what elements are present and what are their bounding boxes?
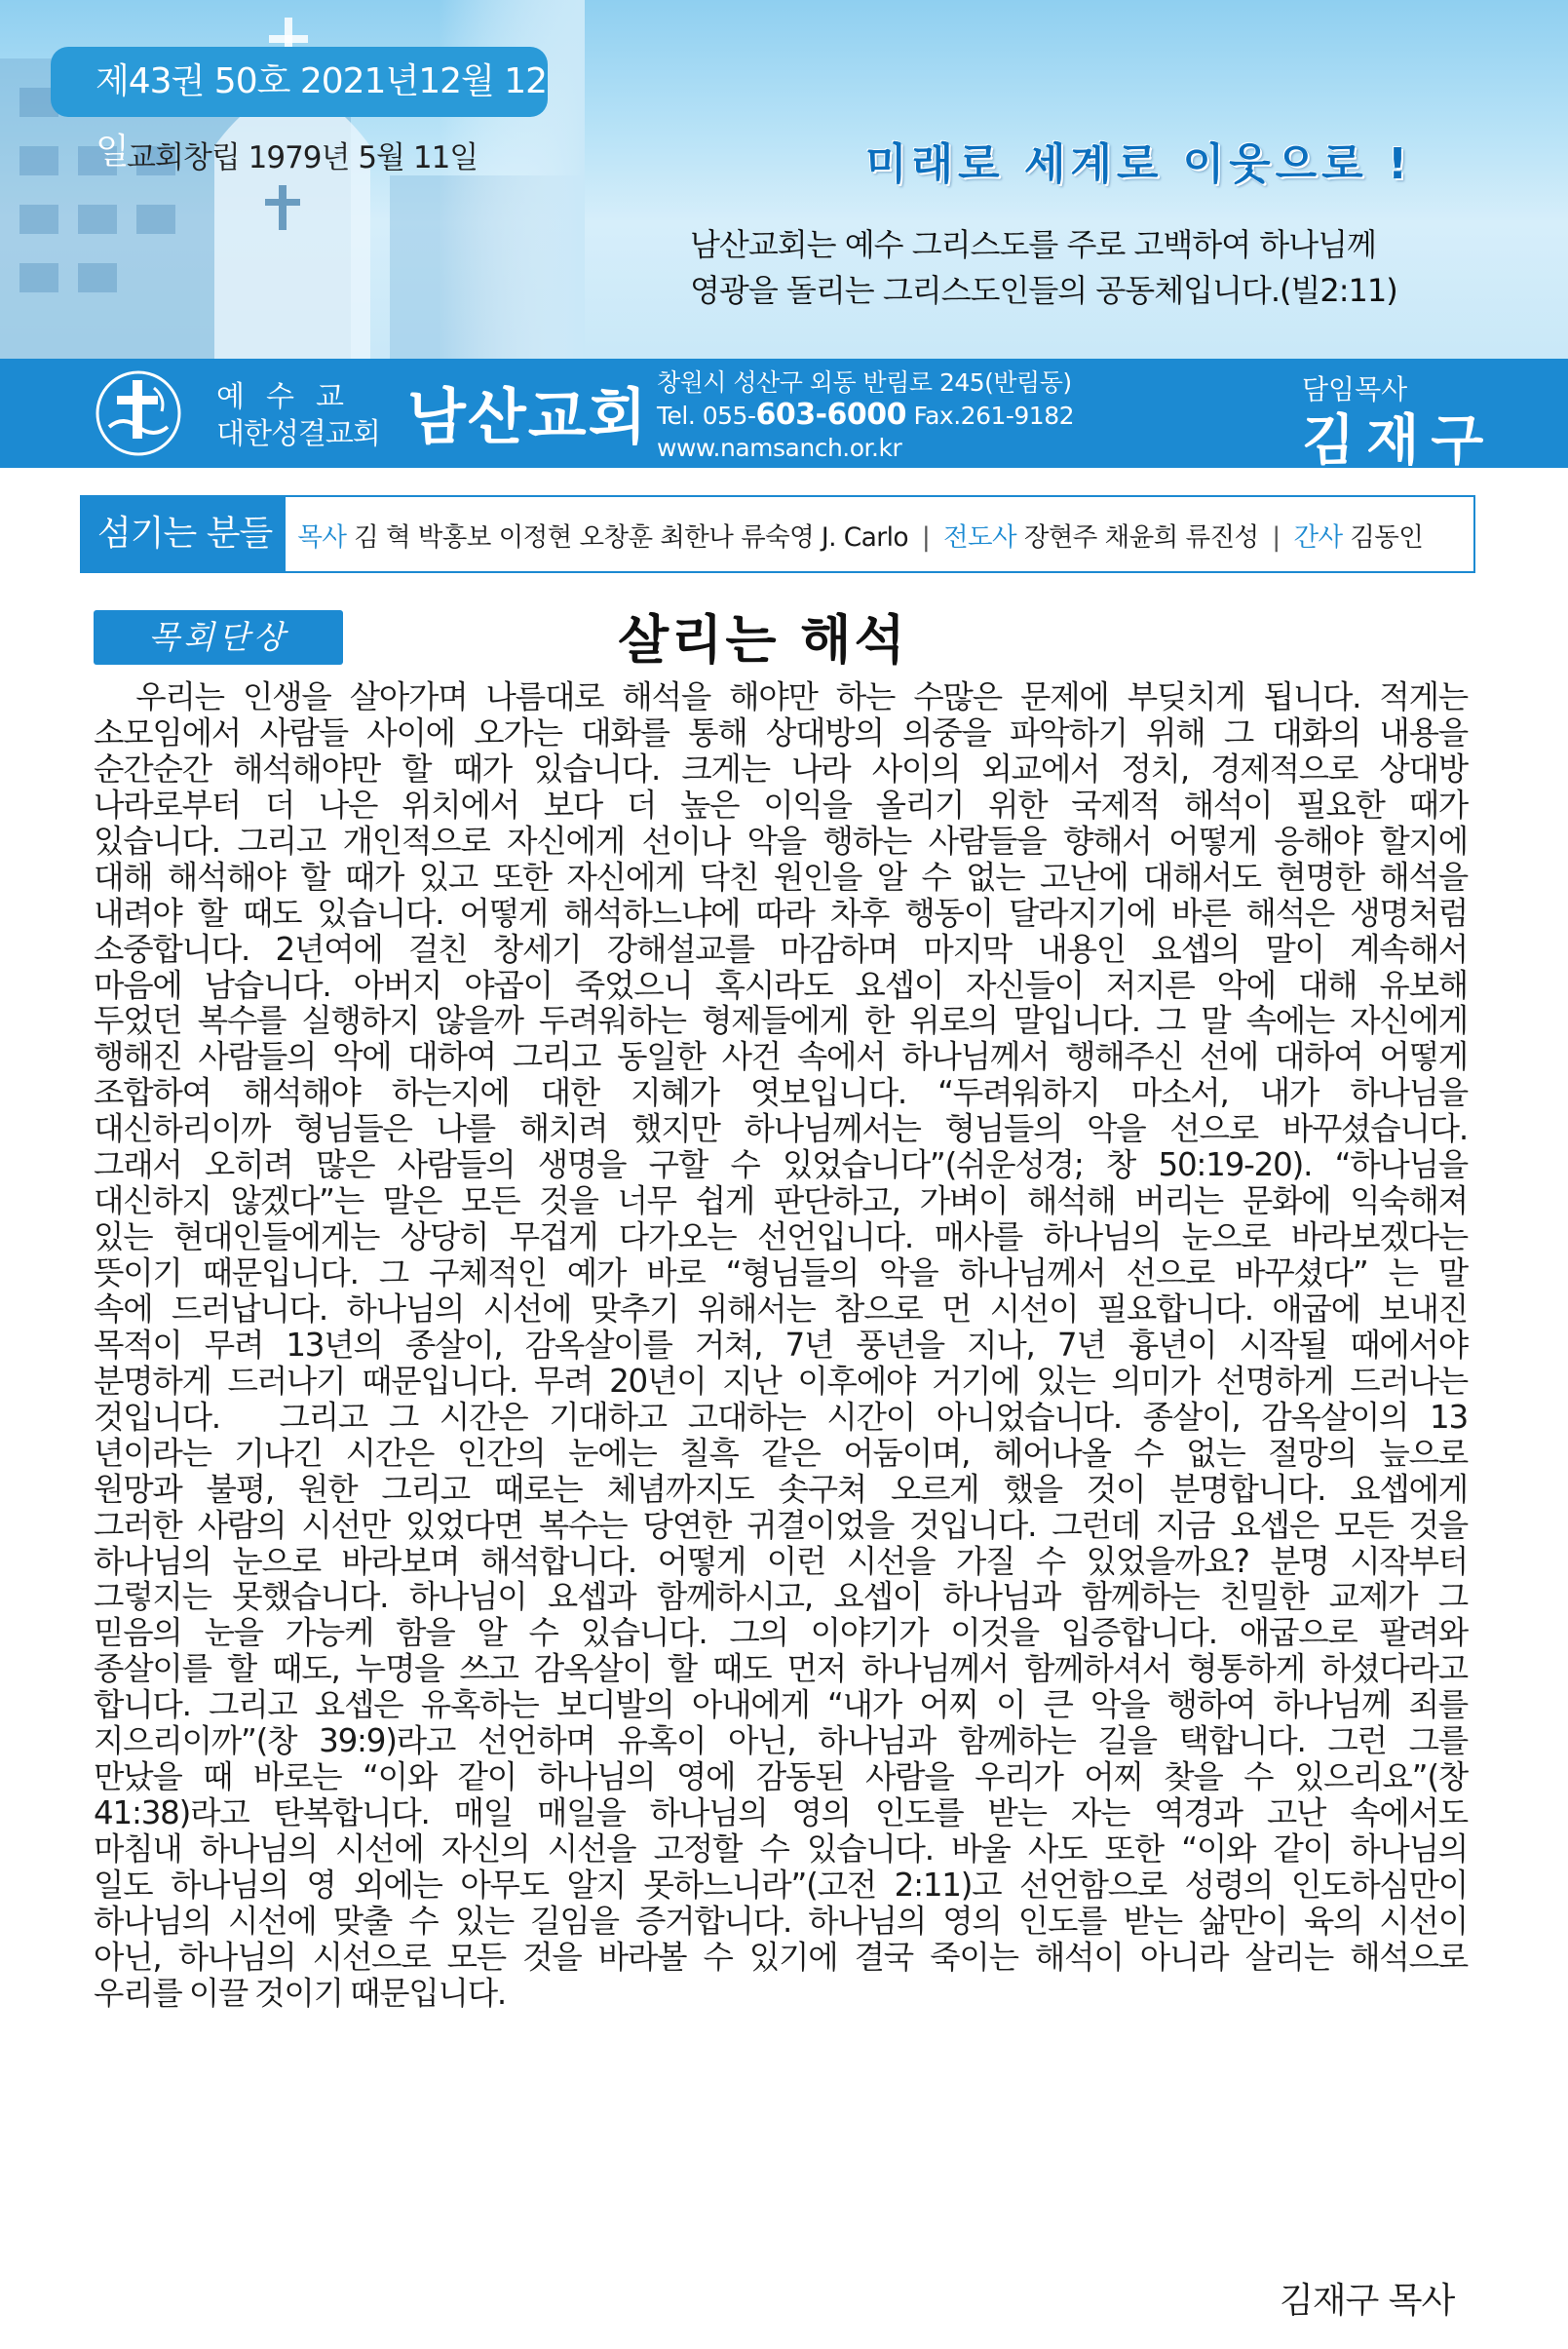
article-line: 대해 해석해야 할 때가 있고 또한 자신에게 닥친 원인을 알 수 없는 고난에 대해서도 현명한 해석을: [94, 858, 1468, 896]
article-line: 아닌, 하나님의 시선으로 모든 것을 바라볼 수 있기에 결국 죽이는 해석이 아니라 살리는 해석으로: [94, 1938, 1468, 1976]
pastors-role: 목사: [297, 521, 347, 553]
article-line: 행해진 사람들의 악에 대하여 그리고 동일한 사건 속에서 하나님께서 행해주신 선에 대하여 어떻게: [94, 1038, 1468, 1076]
tel-prefix: Tel. 055-: [657, 402, 756, 430]
secretary-role: 간사: [1293, 521, 1343, 553]
article-line: 속에 드러납니다. 하나님의 시선에 맞추기 위해서는 참으로 먼 시선이 필요합니다. 애굽에 보내진: [94, 1290, 1468, 1328]
pastor-name: 김재구: [1302, 408, 1496, 473]
article-line: 그렇지는 못했습니다. 하나님이 요셉과 함께하시고, 요셉이 하나님과 함께하는 친밀한 교제가 그: [94, 1578, 1468, 1616]
article-line: 소모임에서 사람들 사이에 오가는 대화를 통해 상대방의 의중을 파악하기 위해 그 대화의 내용을: [94, 713, 1468, 751]
article-line: 대신하지 않겠다”는 말은 모든 것을 너무 쉽게 판단하고, 가벼이 해석해 버리는 문화에 익숙해져: [94, 1182, 1468, 1220]
article-line: 내려야 할 때도 있습니다. 어떻게 해석하느냐에 따라 차후 행동이 달라지기에 바른 해석은 생명처럼: [94, 894, 1468, 932]
section-tag: 목회단상: [94, 610, 343, 665]
article-line: 그래서 오히려 많은 사람들의 생명을 구할 수 있었습니다”(쉬운성경; 창 50:19-20). “하나님을: [94, 1146, 1468, 1184]
staff-list: [286, 516, 1423, 554]
article-line: 41:38)라고 탄복합니다. 매일 매일을 하나님의 영의 인도를 받는 자는 역경과 고난 속에서도: [94, 1794, 1468, 1832]
article-line: 년이라는 기나긴 시간은 인간의 눈에는 칠흑 같은 어둠이며, 헤어나올 수 없는 절망의 늪으로: [94, 1434, 1468, 1472]
church-logo-icon: [94, 368, 183, 458]
secretary-name: 김동인: [1350, 521, 1424, 553]
article-line: 믿음의 눈을 가능케 함을 알 수 있습니다. 그의 이야기가 이것을 입증합니다. 애굽으로 팔려와: [94, 1614, 1468, 1652]
staff-label: 섬기는 분들: [82, 497, 286, 571]
article-line: 분명하게 드러나기 때문입니다. 무려 20년이 지난 이후에야 거기에 있는 의미가 선명하게 드러나는: [94, 1362, 1468, 1400]
denomination-line1: 예수교: [216, 380, 365, 414]
article-line: 우리를 이끌 것이기 때문입니다.: [94, 1974, 507, 2012]
article-line: 마침내 하나님의 시선에 자신의 시선을 고정할 수 있습니다. 바울 사도 또한 “이와 같이 하나님의: [94, 1830, 1468, 1868]
separator: |: [1272, 521, 1281, 553]
article-line: 목적이 무려 13년의 종살이, 감옥살이를 거쳐, 7년 풍년을 지나, 7년 흉년이 시작될 때에서야: [94, 1326, 1468, 1364]
mission-line: 남산교회는 예수 그리스도를 주로 고백하여 하나님께: [690, 226, 1376, 263]
article-line: 순간순간 해석해야만 할 때가 있습니다. 크게는 나라 사이의 외교에서 정치, 경제적으로 상대방: [94, 750, 1468, 788]
article-line: 마음에 남습니다. 아버지 야곱이 죽었으니 혹시라도 요셉이 자신들이 저지른 악에 대해 유보해: [94, 966, 1468, 1004]
article-title: 살리는 해석: [618, 609, 908, 671]
evangelists-role: 전도사: [942, 521, 1016, 553]
article-line: 있는 현대인들에게는 상당히 무겁게 다가오는 선언입니다. 매사를 하나님의 눈으로 바라보겠다는: [94, 1218, 1468, 1256]
church-header: [0, 359, 1568, 473]
article-line: 대신하리이까 형님들은 나를 해치려 했지만 하나님께서는 형님들의 악을 선으로 바꾸셨습니다.: [94, 1110, 1468, 1148]
staff-row: [80, 495, 1475, 573]
mission-line: 영광을 돌리는 그리스도인들의 공동체입니다.(빌2:11): [690, 272, 1397, 309]
article-line: 원망과 불평, 원한 그리고 때로는 체념까지도 솟구쳐 오르게 했을 것이 분명합니다. 요셉에게: [94, 1470, 1468, 1508]
evangelists-names: 장현주 채윤희 류진성: [1023, 521, 1259, 553]
article-line: 일도 하나님의 영 외에는 아무도 알지 못하느니라”(고전 2:11)고 선언함으로 성령의 인도하심만이: [94, 1866, 1468, 1904]
article-line: 나라로부터 더 나은 위치에서 보다 더 높은 이익을 올리기 위한 국제적 해석이 필요한 때가: [94, 786, 1468, 824]
article-line: 지으리이까”(창 39:9)라고 선언하며 유혹이 아닌, 하나님과 함께하는 길을 택합니다. 그런 그를: [94, 1722, 1468, 1760]
article-line: 하나님의 시선에 맞출 수 있는 길임을 증거합니다. 하나님의 영의 인도를 받는 삶만이 육의 시선이: [94, 1902, 1468, 1940]
address: 창원시 성산구 외동 반림로 245(반림동): [657, 368, 1072, 397]
phone-fax: [657, 399, 1074, 432]
pastor-role: 담임목사: [1302, 373, 1408, 405]
article-line: 뜻이기 때문입니다. 그 구체적인 예가 바로 “형님들의 악을 하나님께서 선으로 바꾸셨다” 는 말: [94, 1254, 1468, 1291]
article-body: [94, 679, 1468, 2012]
article-line: 종살이를 할 때도, 누명을 쓰고 감옥살이 할 때도 먼저 하나님께서 함께하셔서 형통하게 하셨다라고: [94, 1650, 1468, 1688]
denomination-line2: 대한성결교회: [216, 417, 380, 451]
top-banner: [0, 0, 1568, 359]
mission-statement: [690, 222, 1397, 314]
article-line: 만났을 때 바로는 “이와 같이 하나님의 영에 감동된 사람을 우리가 어찌 찾을 수 있으리요”(창: [94, 1758, 1468, 1796]
article-line: 조합하여 해석해야 하는지에 대한 지혜가 엿보입니다. “두려워하지 마소서, 내가 하나님을: [94, 1074, 1468, 1112]
motto: 미래로 세계로 이웃으로 !: [865, 139, 1413, 189]
article-line: 두었던 복수를 실행하지 않을까 두려워하는 형제들에게 한 위로의 말입니다. 그 말 속에는 자신에게: [94, 1002, 1468, 1040]
article-line: 하나님의 눈으로 바라보며 해석합니다. 어떻게 이런 시선을 가질 수 있었을까요? 분명 시작부터: [94, 1542, 1468, 1580]
article-line: 합니다. 그리고 요셉은 유혹하는 보디발의 아내에게 “내가 어찌 이 큰 악을 행하여 하나님께 죄를: [94, 1686, 1468, 1724]
article-line: 있습니다. 그리고 개인적으로 자신에게 선이나 악을 행하는 사람들을 향해서 어떻게 응해야 할지에: [94, 822, 1468, 860]
article-signature: 김재구 목사: [1280, 2281, 1455, 2321]
article-line: 그러한 사람의 시선만 있었다면 복수는 당연한 귀결이었을 것입니다. 그런데 지금 요셉은 모든 것을: [94, 1506, 1468, 1544]
article-line: 소중합니다. 2년여에 걸친 창세기 강해설교를 마감하며 마지막 내용인 요셉의 말이 계속해서: [94, 930, 1468, 968]
article-line: 우리는 인생을 살아가며 나름대로 해석을 해야만 하는 수많은 문제에 부딪치게 됩니다. 적게는: [94, 678, 1468, 715]
issue-badge: 제43권 50호 2021년12월 12일: [51, 47, 548, 117]
contact-info: [657, 366, 1074, 464]
separator: |: [921, 521, 931, 553]
website-link[interactable]: www.namsanch.or.kr: [657, 434, 902, 462]
church-name: 남산교회: [407, 381, 649, 452]
pastors-names: 김 혁 박홍보 이정현 오창훈 최한나 류숙영 J. Carlo: [354, 521, 908, 553]
founded-date: 교회창립 1979년 5월 11일: [127, 140, 478, 175]
article-line: 것입니다. 그리고 그 시간은 기대하고 고대하는 시간이 아니었습니다. 종살이, 감옥살이의 13: [94, 1398, 1468, 1436]
fax: Fax.261-9182: [913, 402, 1075, 430]
tel-main: 603-6000: [755, 398, 907, 432]
